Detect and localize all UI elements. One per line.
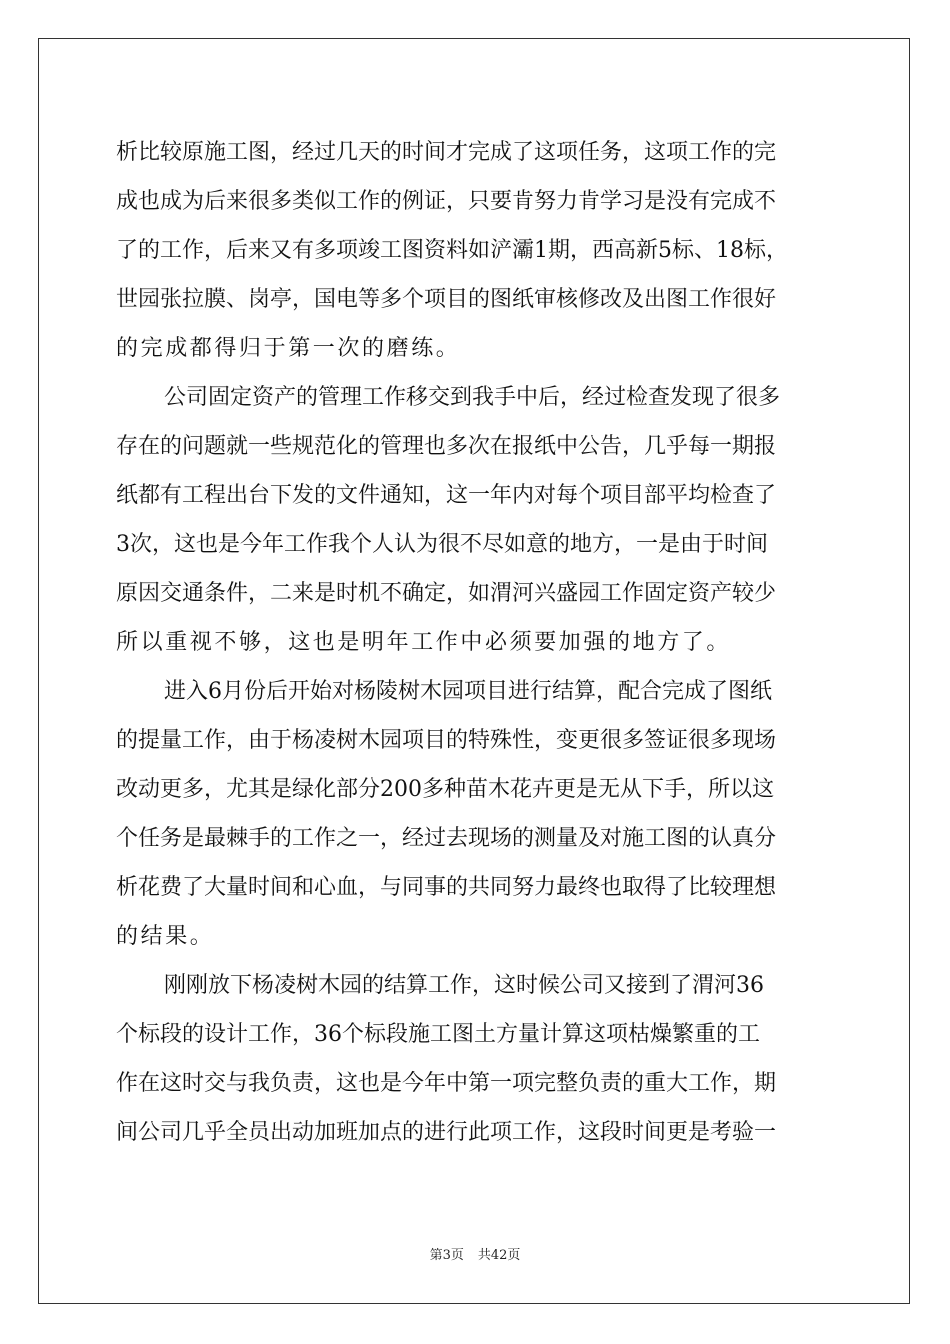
- document-body: [116, 128, 840, 1157]
- text-line: 进入6月份后开始对杨陵树木园项目进行结算，配合完成了图纸: [164, 679, 772, 704]
- text-line: 个任务是最棘手的工作之一，经过去现场的测量及对施工图的认真分: [116, 826, 777, 851]
- text-line: 3次，这也是今年工作我个人认为很不尽如意的地方，一是由于时间: [116, 532, 768, 557]
- text-line: 存在的问题就一些规范化的管理也多次在报纸中公告，几乎每一期报: [116, 434, 777, 459]
- text-line: 刚刚放下杨凌树木园的结算工作，这时候公司又接到了渭河36: [164, 973, 764, 998]
- text-line: 改动更多，尤其是绿化部分200多种苗木花卉更是无从下手，所以这: [116, 777, 774, 802]
- text-line: 世园张拉膜、岗亭，国电等多个项目的图纸审核修改及出图工作很好: [116, 287, 777, 312]
- text-line: 的结果。: [116, 924, 215, 949]
- text-line: 的完成都得归于第一次的磨练。: [116, 336, 461, 361]
- text-line: 所以重视不够，这也是明年工作中必须要加强的地方了。: [116, 630, 732, 655]
- text-line: 个标段的设计工作，36个标段施工图土方量计算这项枯燥繁重的工: [116, 1022, 760, 1047]
- text-line: 间公司几乎全员出动加班加点的进行此项工作，这段时间更是考验一: [116, 1120, 777, 1145]
- text-line: 原因交通条件，二来是时机不确定，如渭河兴盛园工作固定资产较少: [116, 581, 777, 606]
- page-footer: [0, 1248, 950, 1264]
- text-line: 成也成为后来很多类似工作的例证，只要肯努力肯学习是没有完成不: [116, 189, 777, 214]
- text-line: 的提量工作，由于杨凌树木园项目的特殊性，变更很多签证很多现场: [116, 728, 777, 753]
- page-number: 第3页: [429, 1248, 464, 1263]
- total-pages: 共42页: [477, 1248, 521, 1263]
- text-line: 作在这时交与我负责，这也是今年中第一项完整负责的重大工作，期: [116, 1071, 777, 1096]
- text-line: 析花费了大量时间和心血，与同事的共同努力最终也取得了比较理想: [116, 875, 777, 900]
- text-line: 析比较原施工图，经过几天的时间才完成了这项任务，这项工作的完: [116, 140, 777, 165]
- text-line: 了的工作，后来又有多项竣工图资料如浐灞1期，西高新5标、18标，: [116, 238, 788, 263]
- text-line: 纸都有工程出台下发的文件通知，这一年内对每个项目部平均检查了: [116, 483, 777, 508]
- text-line: 公司固定资产的管理工作移交到我手中后，经过检查发现了很多: [164, 385, 781, 410]
